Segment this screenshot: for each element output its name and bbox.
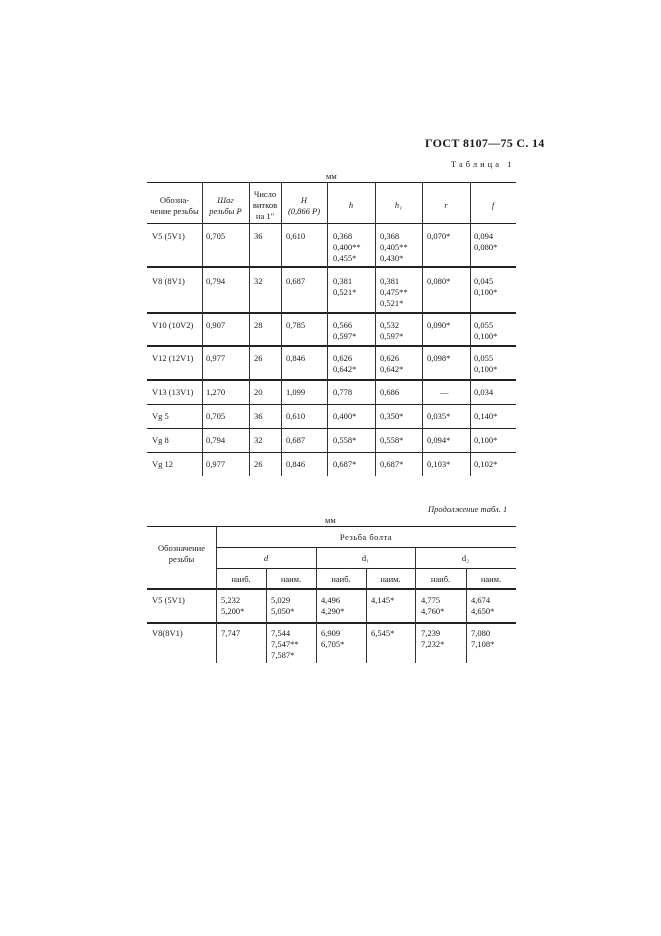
t2-header-d1-max: наиб.	[331, 574, 351, 584]
t1-header-turns: Число витков на 1"	[252, 189, 278, 221]
t2-header-d: d	[263, 553, 269, 563]
t2-header-d2-max: наиб.	[430, 574, 451, 584]
t1-header-h1: h₁	[394, 200, 403, 210]
t1-header-H: H (0,866 P)	[287, 195, 321, 216]
t2-header-d1-min: наим.	[380, 574, 401, 584]
page-header: ГОСТ 8107—75 С. 14	[425, 136, 545, 150]
table2-units: мм	[325, 515, 336, 525]
table2-caption: Продолжение табл. 1	[428, 504, 508, 514]
t2-header-d-max: наиб.	[231, 574, 251, 584]
t2-header-d1: d₁	[361, 553, 370, 563]
table1-caption: Таблица 1	[451, 159, 515, 169]
table1-units: мм	[326, 171, 337, 181]
t2-header-d2-min: наим.	[480, 574, 502, 584]
t2-header-group: Резьба болта	[339, 532, 393, 542]
t2-header-designation: Обозначение резьбы	[158, 543, 205, 564]
t1-header-f: f	[491, 200, 495, 210]
t2-header-d2: d₂	[461, 553, 470, 563]
t1-header-designation: Обозна- чение резьбы	[150, 195, 199, 216]
t1-header-pitch: Шаг резьбы P	[209, 195, 242, 216]
t1-header-h: h	[348, 200, 354, 210]
t2-header-d-min: наим.	[280, 574, 302, 584]
t1-header-r: r	[444, 200, 448, 210]
